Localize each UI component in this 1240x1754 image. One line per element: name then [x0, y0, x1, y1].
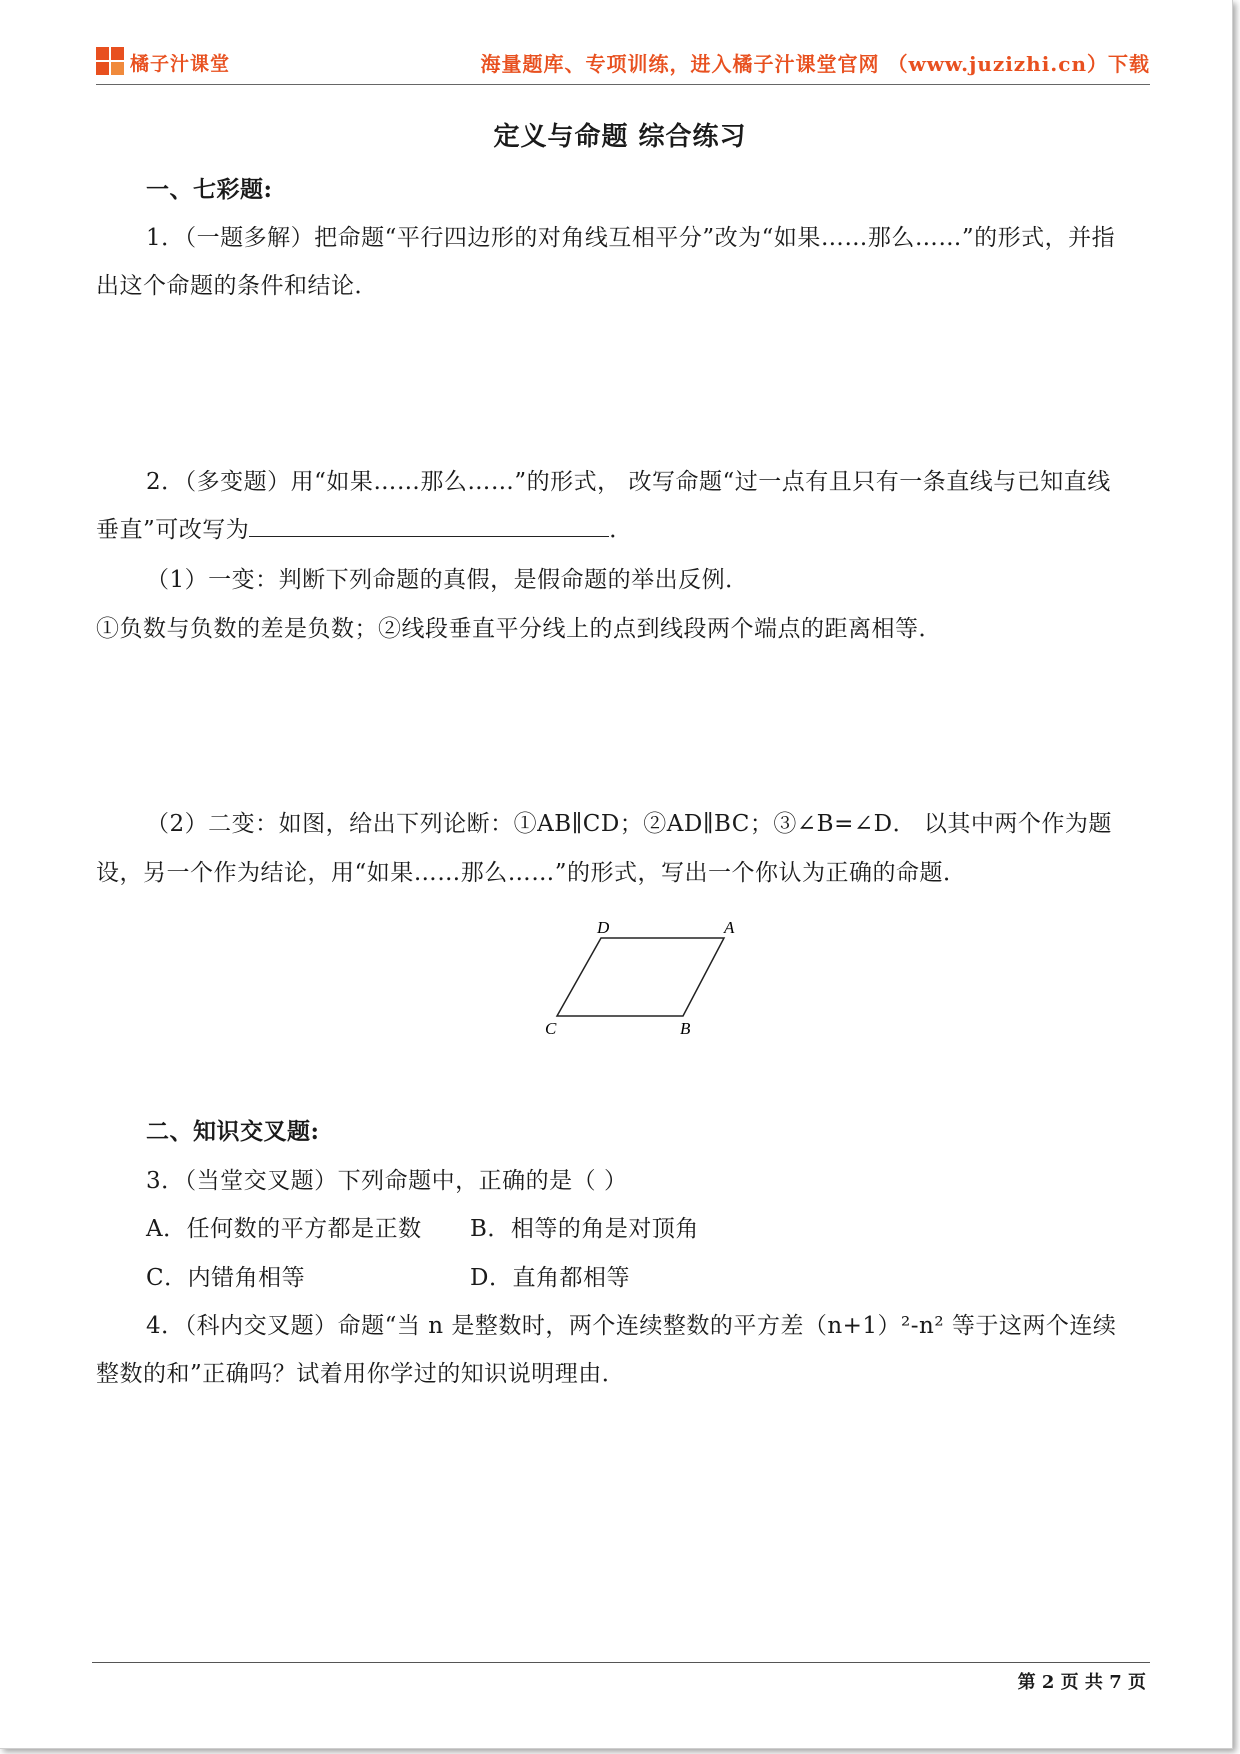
option-a[interactable]: A．任何数的平方都是正数 [146, 1216, 422, 1242]
page-number: 第 2 页 共 7 页 [1017, 1672, 1146, 1693]
question-3: 3．（当堂交叉题）下列命题中，正确的是（ ） [146, 1168, 628, 1194]
question-1-line2: 出这个命题的条件和结论． [96, 273, 378, 299]
question-2-variant-2-line2: 设，另一个作为结论，用“如果……那么……”的形式，写出一个你认为正确的命题． [96, 860, 967, 886]
label-a: A [724, 918, 735, 937]
logo [96, 46, 230, 78]
question-1-line1: 1．（一题多解）把命题“平行四边形的对角线互相平分”改为“如果……那么……”的形式，并指 [146, 225, 1116, 251]
parallelogram-shape [557, 938, 724, 1016]
question-4-line2: 整数的和”正确吗？试着用你学过的知识说明理由． [96, 1361, 626, 1387]
section1-heading: 一、七彩题: [146, 176, 273, 203]
section2-heading: 二、知识交叉题: [146, 1118, 320, 1145]
option-b[interactable]: B．相等的角是对顶角 [470, 1216, 699, 1242]
parallelogram-figure [540, 914, 740, 1034]
question-4-line1: 4．（科内交叉题）命题“当 n 是整数时，两个连续整数的平方差（n+1）²-n² 等于这两个连续 [146, 1313, 1117, 1339]
label-d: D [597, 918, 610, 937]
question-2-line1: 2．（多变题）用“如果……那么……”的形式， 改写命题“过一点有且只有一条直线与已知直线 [146, 469, 1111, 495]
label-b: B [680, 1019, 691, 1034]
option-c[interactable]: C．内错角相等 [146, 1265, 306, 1291]
footer-divider [92, 1662, 1150, 1663]
answer-blank[interactable] [249, 512, 609, 537]
question-2-variant-1: （1）一变：判断下列命题的真假，是假命题的举出反例． [146, 567, 749, 593]
question-2-variant-1-items: ①负数与负数的差是负数；②线段垂直平分线上的点到线段两个端点的距离相等． [96, 616, 942, 642]
question-2-suffix: ． [609, 517, 633, 543]
label-c: C [545, 1019, 557, 1034]
question-2-line2 [96, 506, 1150, 554]
question-2-variant-2-line1: （2）二变：如图，给出下列论断：①AB∥CD；②AD∥BC；③∠B=∠D． 以其中两个作为题 [146, 811, 1112, 837]
page-header [96, 42, 1150, 85]
option-d[interactable]: D．直角都相等 [470, 1265, 630, 1291]
page-title: 定义与命题 综合练习 [493, 122, 747, 152]
question-2-prefix: 垂直”可改写为 [96, 517, 250, 543]
logo-text: 橘子汁课堂 [130, 52, 231, 75]
header-slogan: 海量题库、专项训练，进入橘子汁课堂官网 （www.juzizhi.cn）下载 [480, 52, 1150, 76]
logo-icon [96, 47, 126, 77]
